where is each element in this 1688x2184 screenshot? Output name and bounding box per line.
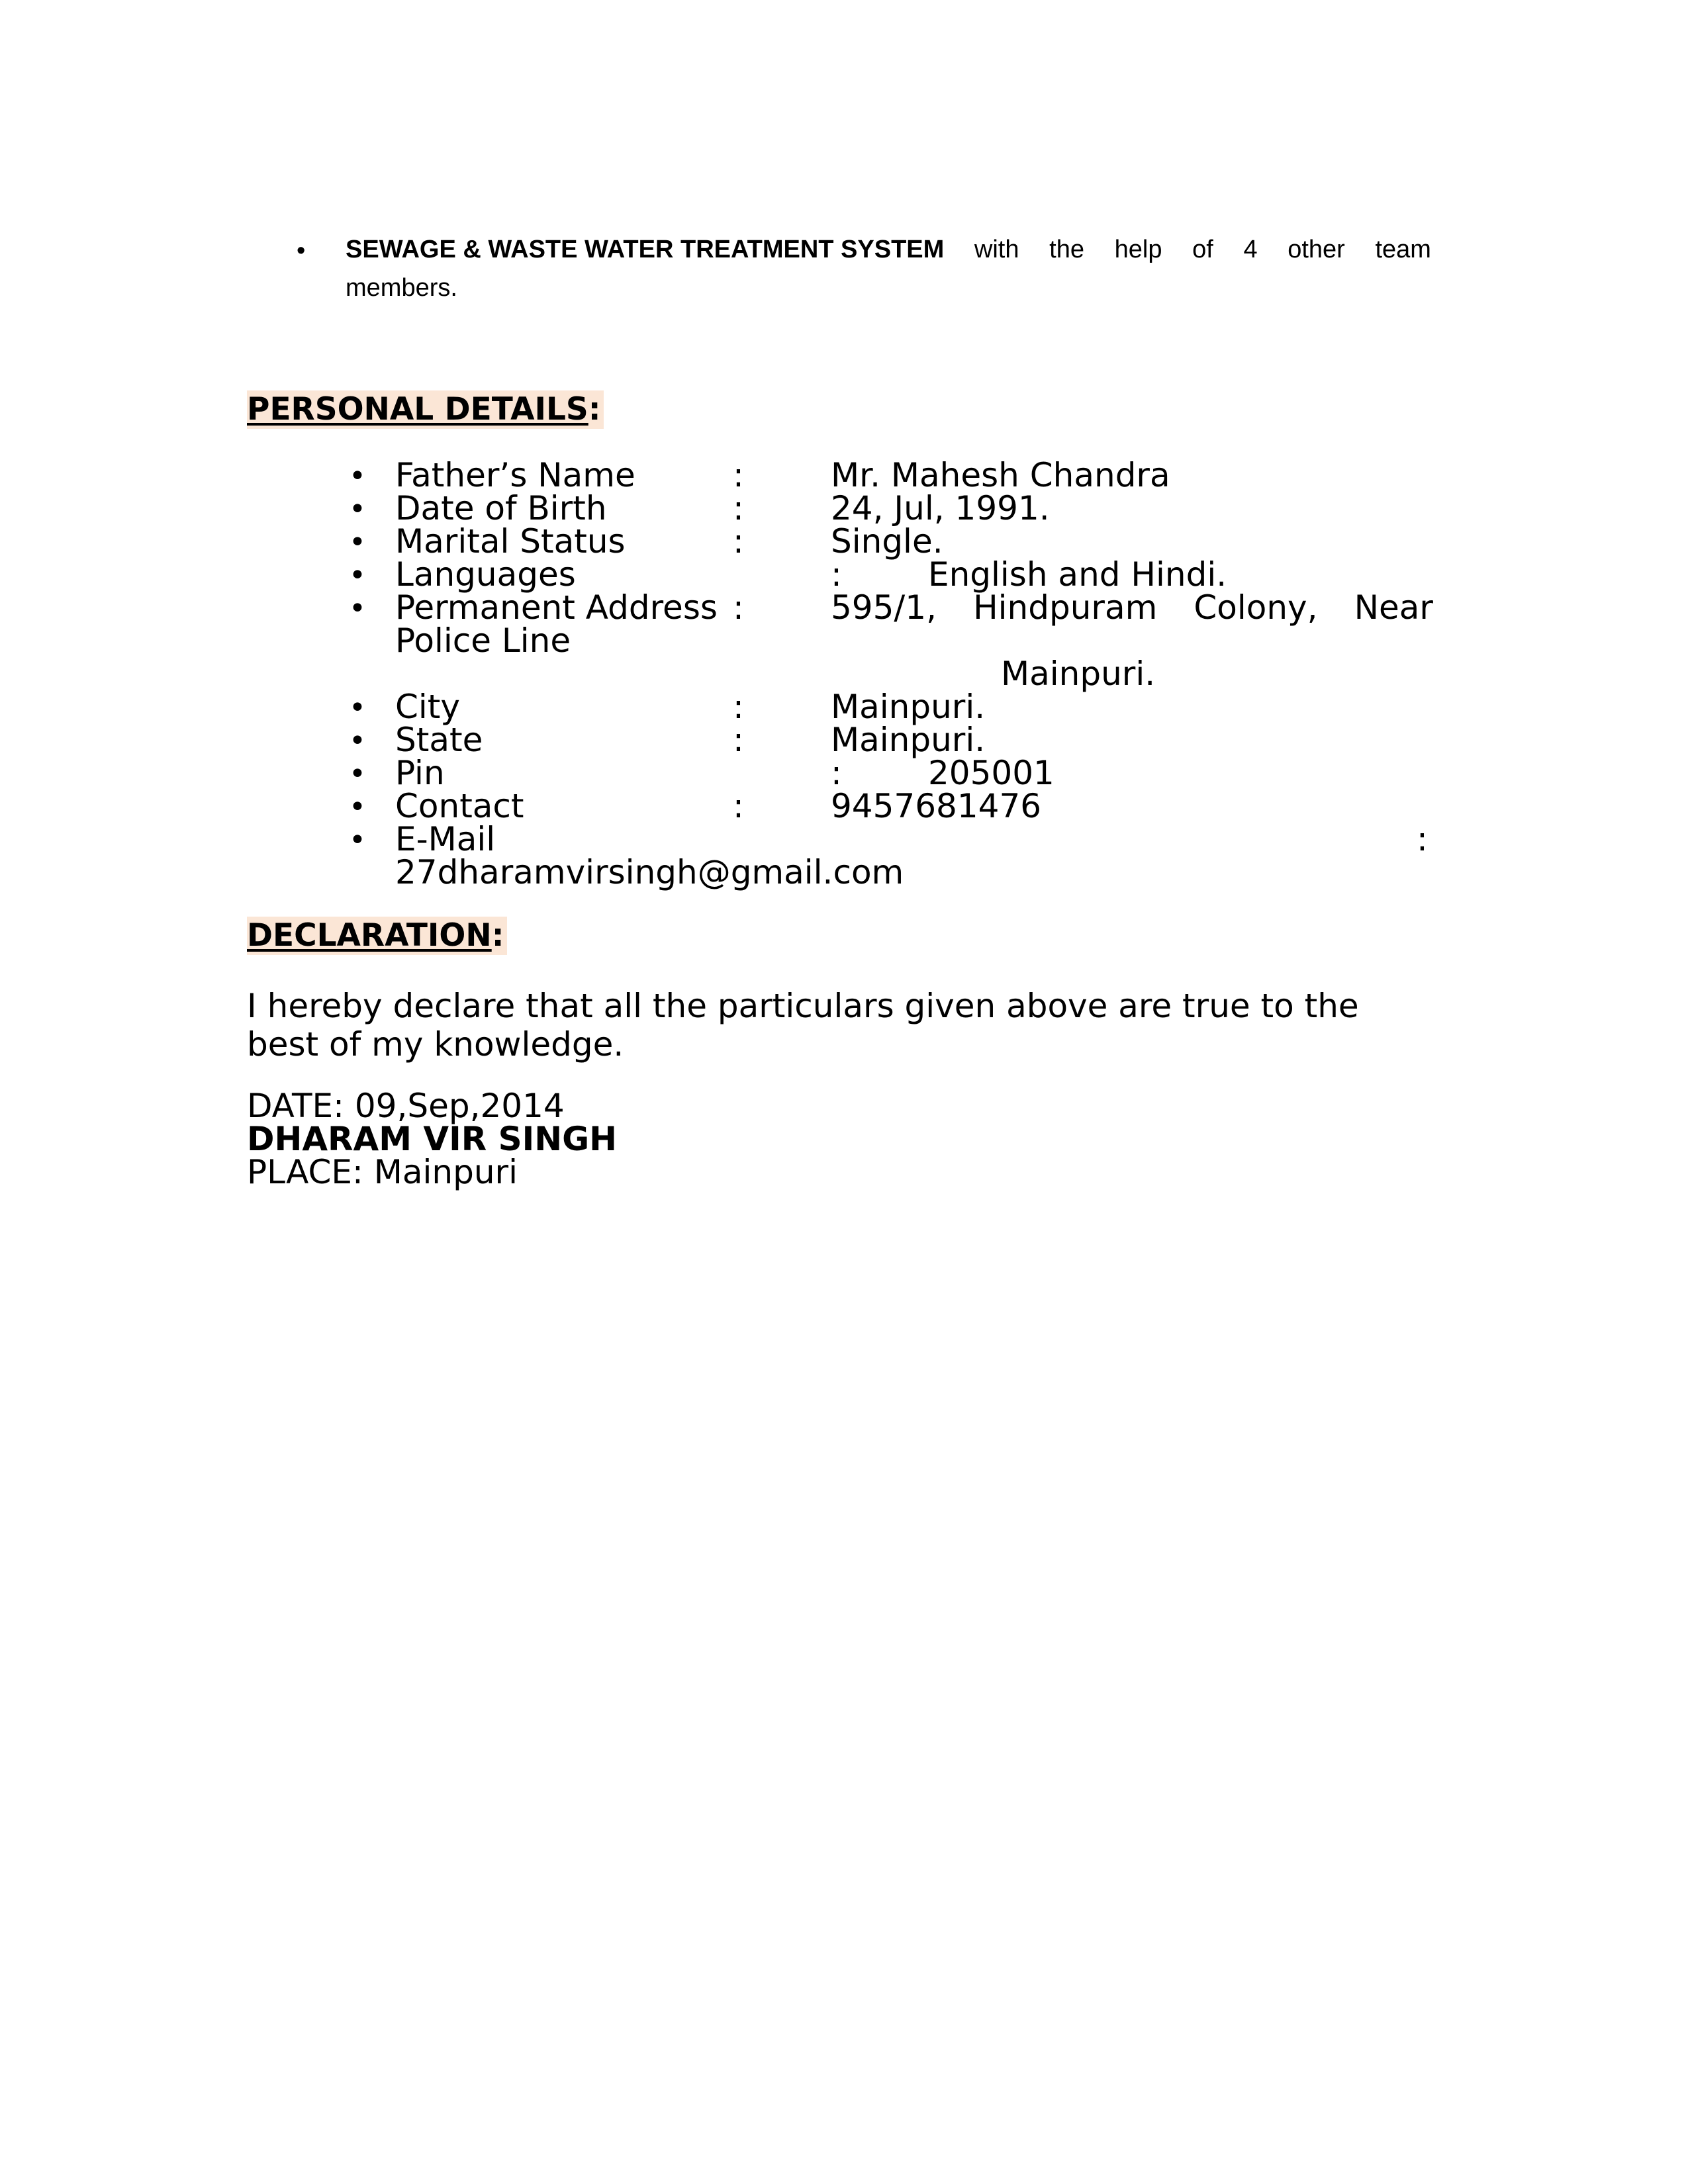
declaration-heading-colon: :	[491, 917, 504, 954]
declaration-line-1: I hereby declare that all the particulars given above are true to the	[247, 987, 1359, 1025]
address-line-2: Police Line	[395, 621, 571, 660]
list-bullet: •	[349, 459, 366, 493]
list-bullet: •	[349, 592, 366, 625]
fathers-name-value: Mr. Mahesh Chandra	[831, 456, 1170, 494]
list-bullet: •	[349, 790, 366, 824]
contact-colon: :	[733, 787, 744, 825]
city-colon: :	[733, 688, 744, 726]
languages-label: Languages	[395, 555, 576, 594]
email-value: 27dharamvirsingh@gmail.com	[395, 853, 904, 891]
contact-label: Contact	[395, 787, 524, 825]
project-desc-word: the	[1049, 236, 1084, 263]
email-colon: :	[1417, 820, 1428, 858]
email-label: E-Mail	[395, 820, 496, 858]
address-word: Hindpuram	[973, 588, 1158, 627]
place-line: PLACE: Mainpuri	[247, 1153, 518, 1191]
contact-value: 9457681476	[831, 787, 1042, 825]
marital-status-colon: :	[733, 522, 744, 561]
project-line-1	[346, 236, 1431, 264]
personal-details-heading-text: PERSONAL DETAILS	[247, 391, 588, 428]
project-line-2: members.	[346, 274, 457, 302]
list-bullet: •	[349, 823, 366, 857]
declaration-heading	[247, 917, 507, 955]
project-desc-word: with	[974, 236, 1019, 263]
address-word: Near	[1354, 588, 1433, 627]
date-line: DATE: 09,Sep,2014	[247, 1087, 565, 1125]
address-word: 595/1,	[831, 588, 937, 627]
pin-value: 205001	[928, 754, 1055, 792]
dob-label: Date of Birth	[395, 489, 607, 527]
fathers-name-label: Father’s Name	[395, 456, 635, 494]
address-line-3: Mainpuri.	[1001, 655, 1156, 693]
project-desc-word: help	[1114, 236, 1162, 263]
list-bullet: •	[349, 559, 366, 592]
address-label: Permanent Address	[395, 588, 718, 627]
project-desc-word: 4	[1243, 236, 1258, 263]
list-bullet: •	[349, 492, 366, 526]
marital-status-label: Marital Status	[395, 522, 626, 561]
address-line-1	[831, 588, 1433, 627]
list-bullet: •	[349, 724, 366, 758]
declaration-heading-text: DECLARATION	[247, 917, 492, 954]
state-colon: :	[733, 721, 744, 759]
list-bullet: •	[349, 691, 366, 725]
address-word: Colony,	[1194, 588, 1318, 627]
address-colon: :	[733, 588, 744, 627]
signatory-name: DHARAM VIR SINGH	[247, 1120, 617, 1158]
fathers-name-colon: :	[733, 456, 744, 494]
languages-value: English and Hindi.	[928, 555, 1227, 594]
personal-details-heading	[247, 390, 604, 429]
marital-status-value: Single.	[831, 522, 943, 561]
dob-colon: :	[733, 489, 744, 527]
list-bullet: •	[349, 757, 366, 791]
city-label: City	[395, 688, 460, 726]
project-title: SEWAGE & WASTE WATER TREATMENT SYSTEM	[346, 236, 945, 263]
dob-value: 24, Jul, 1991.	[831, 489, 1050, 527]
personal-details-heading-colon: :	[588, 391, 601, 428]
languages-colon: :	[831, 555, 842, 594]
pin-colon: :	[831, 754, 842, 792]
state-label: State	[395, 721, 483, 759]
pin-label: Pin	[395, 754, 445, 792]
project-desc-word: team	[1375, 236, 1431, 263]
project-desc-word: of	[1192, 236, 1213, 263]
declaration-line-2: best of my knowledge.	[247, 1025, 624, 1064]
state-value: Mainpuri.	[831, 721, 986, 759]
city-value: Mainpuri.	[831, 688, 986, 726]
list-bullet: •	[349, 525, 366, 559]
project-desc-word: other	[1288, 236, 1345, 263]
project-bullet: •	[297, 237, 306, 265]
